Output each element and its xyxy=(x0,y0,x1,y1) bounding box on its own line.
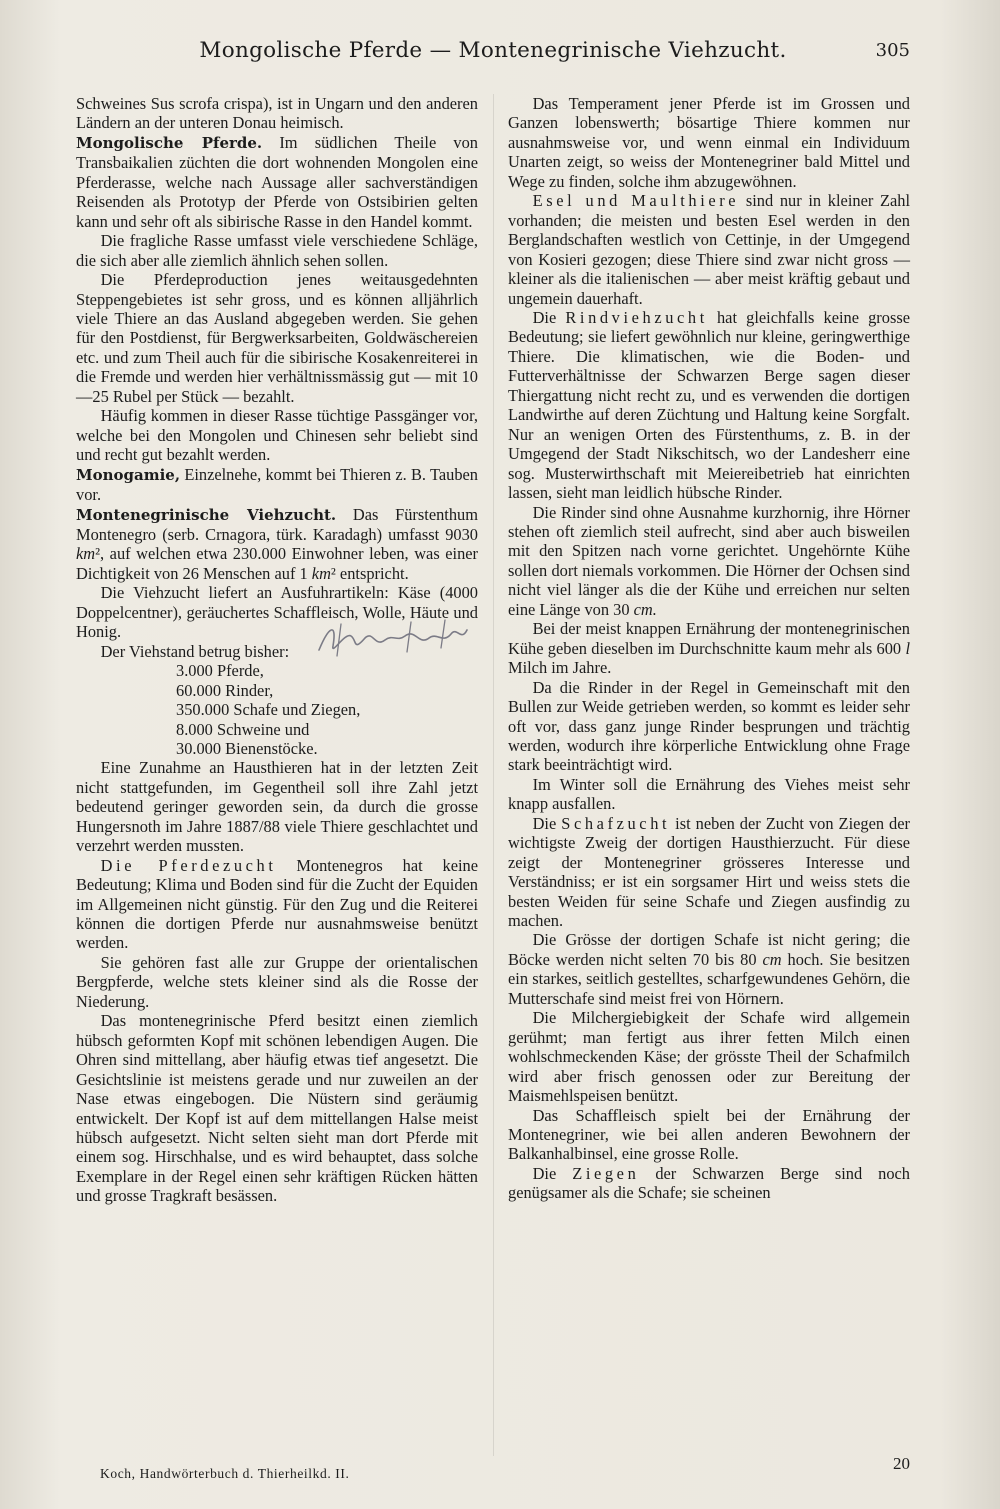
paragraph: Bei der meist knappen Ernährung der montenegrinischen Kühe geben dieselben im Durchschnitte kaum mehr als 600 l Milch im Jahre. xyxy=(508,619,910,678)
stock-list-item: 60.000 Rinder, xyxy=(176,680,274,700)
paragraph: Die Rindviehzucht hat gleichfalls keine grosse Bedeutung; sie liefert gewöhnlich nur kleine, geringwerthige Thiere. Die klimatischen, wie die Boden- und Futterverhältnisse der Schwarzen Berge sagen dieser Thiergattung nicht recht zu, und es verwenden die dortigen Landwirthe auf deren Züchtung und Haltung keine Sorgfalt. Nur an wenigen Orten des Fürstenthums, z. B. in der Umgegend der Stadt Nikschitsch, wo der Landesherr eine sog. Musterwirthschaft mit Meiereibetrieb hat einrichten lassen, sieht man leidlich hübsche Rinder. xyxy=(508,307,910,503)
paragraph: Die Pferdeproduction jenes weitausgedehnten Steppengebietes ist sehr gross, und es können alljährlich viele Thiere an das Ausland abgegeben werden. Sie gehen für den Postdienst, für Bergwerksarbeiten, Goldwäschereien etc. und zum Theil auch für die sibirische Kosakenreiterei in die Fremde und werden hier verhältnissmässig gut — mit 10—25 Rubel per Stück — bezahlt. xyxy=(76,270,478,406)
entry-monogamie: Monogamie, Einzelnehe, kommt bei Thieren z. B. Tauben vor. xyxy=(76,464,478,505)
paragraph: Der Viehstand betrug bisher: xyxy=(100,641,290,661)
paragraph: Die Rinder sind ohne Ausnahme kurzhornig, ihre Hörner stehen oft ziemlich steil aufrecht, sind aber auch bisweilen mit den Spitzen nach vorne gerichtet. Ungehörnte Kühe sollen dort niemals vorkommen. Die Hörner der Ochsen sind nicht viel länger als die der Kühe und erreichen nur selten eine Länge von 30 cm. xyxy=(508,502,910,619)
paragraph: Die Schafzucht ist neben der Zucht von Ziegen der wichtigste Zweig der dortigen Hausthierzucht. Für diese zeigt der Montenegriner grösseres Interesse und Verständniss; er ist ein sorgsamer Hirt und weiss stets die besten Weiden für seine Schafe und Ziegen ausfindig zu machen. xyxy=(508,813,910,931)
handwritten-signature xyxy=(315,612,475,662)
paragraph: Schweines Sus scrofa crispa), ist in Ungarn und den anderen Ländern an der unteren Donau heimisch. xyxy=(76,94,478,133)
paragraph: Häufig kommen in dieser Rasse tüchtige Passgänger vor, welche bei den Mongolen und Chinesen sehr beliebt sind und recht gut bezahlt werden. xyxy=(76,406,478,465)
paragraph: Das Schaffleisch spielt bei der Ernährung der Montenegriner, wie bei allen anderen Bewohnern der Balkanhalbinsel, eine grosse Rolle. xyxy=(508,1105,910,1164)
paragraph: Die Grösse der dortigen Schafe ist nicht gering; die Böcke werden nicht selten 70 bis 80 cm hoch. Sie besitzen ein starkes, seitlich gestelltes, scharfgewundenes Gehörn, die Mutterschafe sind meist frei von Hörnern. xyxy=(508,930,910,1008)
publisher-line: Koch, Handwörterbuch d. Thierheilkd. II. xyxy=(100,1466,350,1481)
paragraph: Sie gehören fast alle zur Gruppe der orientalischen Bergpferde, welche stets kleiner sind als die Rosse der Niederung. xyxy=(76,952,478,1011)
paragraph: Eine Zunahme an Hausthieren hat in der letzten Zeit nicht stattgefunden, im Gegentheil soll ihre Zahl jetzt bedeutend geringer geworden sein, da durch die grosse Hungersnoth im Jahre 1887/88 viele Thiere geschlachtet und verzehrt werden mussten. xyxy=(76,758,478,856)
paragraph: Die Milchergiebigkeit der Schafe wird allgemein gerühmt; man fertigt aus ihrer fetten Milch einen wohlschmeckenden Käse; der grösste Theil der Schafmilch wird aber frisch genossen oder zur Bereitung der Maismehlspeisen benützt. xyxy=(508,1008,910,1106)
page-footer xyxy=(76,1454,910,1492)
column-divider xyxy=(493,94,494,1456)
page-header xyxy=(76,38,910,70)
entry-keyword: Mongolische Pferde. xyxy=(76,133,263,152)
entry-keyword: Montenegrinische Viehzucht. xyxy=(76,505,337,524)
right-column xyxy=(508,94,910,1203)
entry-mongolische-pferde: Mongolische Pferde. Im südlichen Theile von Transbaikalien züchten die dort wohnenden Mongolen eine Pferderasse, welche nach Aussage aller sachverständigen Reisenden als Prototyp der Pferde von Ostsibirien gelten kann und sehr oft als sibirische Rasse in den Handel kommt. xyxy=(76,132,478,231)
paragraph: Die Ziegen der Schwarzen Berge sind noch genügsamer als die Schafe; sie scheinen xyxy=(508,1163,911,1203)
paragraph: Das montenegrinische Pferd besitzt einen ziemlich hübsch geformten Kopf mit schönen lebendigen Augen. Die Ohren sind mittellang, aber häufig etwas tief angesetzt. Die Gesichtslinie ist meistens gerade und nur zuweilen an der Nase etwas eingebogen. Die Nüstern sind geräumig entwickelt. Der Kopf ist auf dem mittellangen Halse meist hübsch aufgesetzt. Nicht selten sieht man dort Pferde mit einem sog. Hirschhalse, und es wird behauptet, dass solche Exemplare in der Regel einen sehr kräftigen Rücken hätten und grosse Tragkraft besässen. xyxy=(76,1011,478,1206)
running-title: Mongolische Pferde — Montenegrinische Viehzucht. xyxy=(199,38,787,63)
stock-list-item: 350.000 Schafe und Ziegen, xyxy=(176,700,361,720)
paragraph: Im Winter soll die Ernährung des Viehes meist sehr knapp ausfallen. xyxy=(508,774,910,814)
entry-montenegrinische-viehzucht: Montenegrinische Viehzucht. Das Fürstenthum Montenegro (serb. Crnagora, türk. Karadagh) umfasst 9030 km², auf welchen etwa 230.000 Einwohner leben, was einer Dichtigkeit von 26 Menschen auf 1 km² entspricht. xyxy=(76,504,478,583)
stock-list-item: 3.000 Pferde, xyxy=(176,661,264,681)
paragraph: Da die Rinder in der Regel in Gemeinschaft mit den Bullen zur Weide getrieben werden, so kommt es leider sehr oft vor, dass ganz junge Rinder besprungen und trächtig werden, wodurch ihre körperliche Entwicklung ohne Frage stark beeinträchtigt wird. xyxy=(508,677,910,775)
paragraph: Das Temperament jener Pferde ist im Grossen und Ganzen lobenswerth; bösartige Thiere kommen nur ausnahmsweise vor, und wenn einmal ein Individuum Unarten zeigt, so weiss der Montenegriner bald Mittel und Wege zu finden, solche ihm abzugewöhnen. xyxy=(508,94,910,191)
page-number: 305 xyxy=(875,40,910,61)
paragraph: Esel und Maulthiere sind nur in kleiner Zahl vorhanden; die meisten und besten Esel werden in den Berglandschaften westlich von Cettinje, in der Umgegend von Kosieri gezogen; diese Thiere sind zwar nicht gross — kleiner als die italienischen — aber meist kräftig gebaut und ungemein dauerhaft. xyxy=(508,191,911,308)
paragraph: Die Pferdezucht Montenegros hat keine Bedeutung; Klima und Boden sind für die Zucht der Equiden im Allgemeinen nicht günstig. Für den Zug und die Reiterei können die dortigen Pferde nur ausnahmsweise benützt werden. xyxy=(76,855,478,953)
paragraph: Die fragliche Rasse umfasst viele verschiedene Schläge, die sich aber alle ziemlich ähnlich sehen sollen. xyxy=(76,231,478,270)
stock-list-item: 8.000 Schweine und xyxy=(176,719,310,739)
paragraph: Die Viehzucht liefert an Ausfuhrartikeln: Käse (4000 Doppelcentner), geräuchertes Schaffleisch, Wolle, Häute und Honig. xyxy=(76,583,478,642)
signature-number: 20 xyxy=(893,1454,910,1473)
entry-keyword: Monogamie, xyxy=(76,465,181,484)
stock-list-item: 30.000 Bienenstöcke. xyxy=(176,738,318,758)
